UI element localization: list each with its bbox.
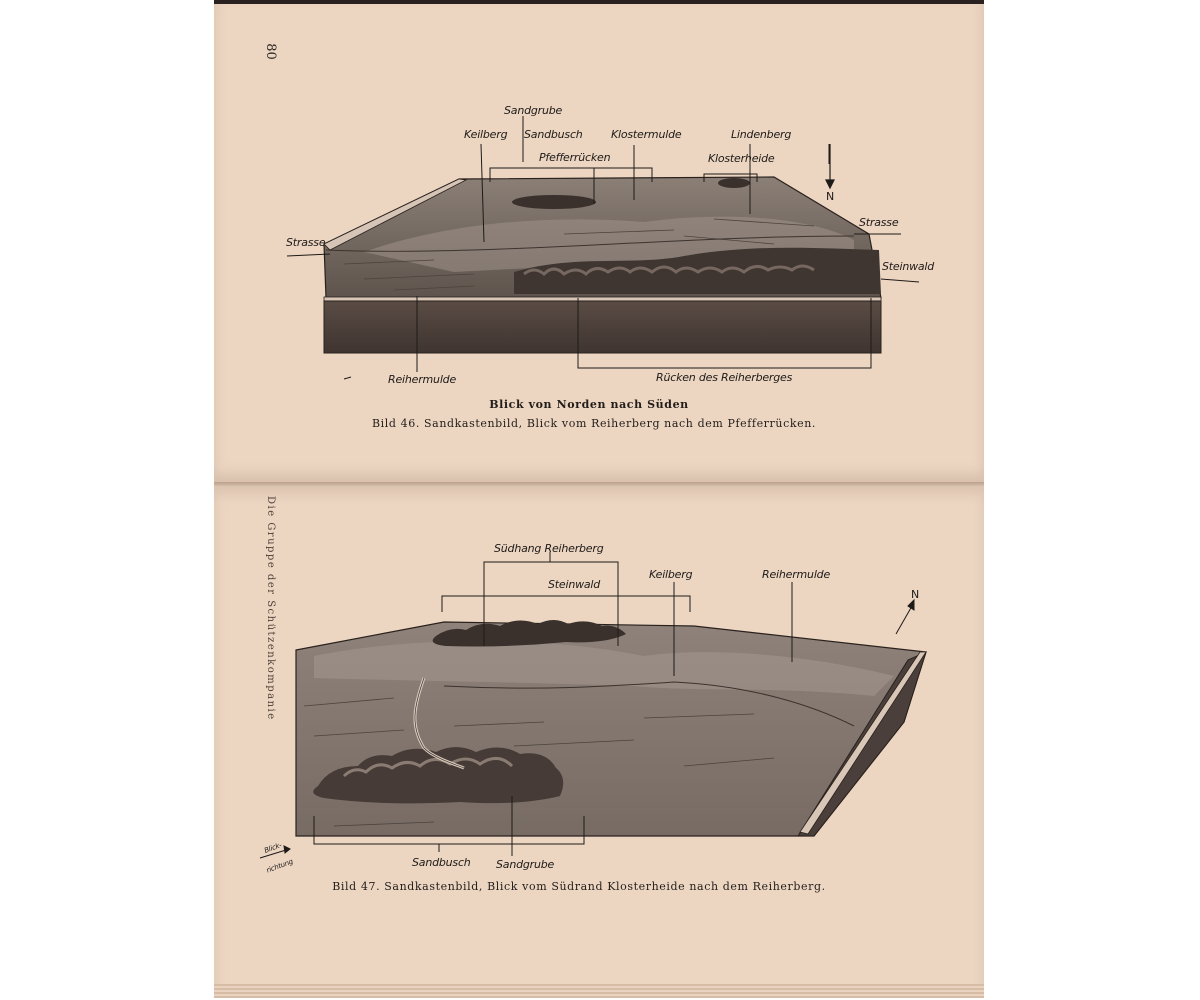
- running-head: Die Gruppe der Schützenkompanie: [265, 496, 276, 721]
- label-pfefferruecken: Pfefferrücken: [539, 151, 611, 164]
- label-keilberg: Keilberg: [649, 568, 693, 581]
- forest-sandbusch: [512, 195, 596, 209]
- sandtable-illustration-47: [214, 486, 984, 998]
- page-81: [214, 486, 984, 998]
- page-80: [214, 4, 984, 482]
- north-arrow: [896, 600, 914, 634]
- label-klostermulde: Klostermulde: [611, 128, 682, 141]
- label-keilberg: Keilberg: [464, 128, 508, 141]
- label-sandgrube: Sandgrube: [504, 104, 563, 117]
- label-lindenberg: Lindenberg: [731, 128, 792, 141]
- figure-caption-46: Bild 46. Sandkastenbild, Blick vom Reiherberg nach dem Pfefferrücken.: [372, 417, 816, 430]
- label-reihermulde: Reihermulde: [388, 373, 457, 386]
- label-strasse-right: Strasse: [859, 216, 899, 229]
- figure-caption-47: Bild 47. Sandkastenbild, Blick vom Südrand Klosterheide nach dem Reiherberg.: [332, 880, 826, 893]
- label-steinwald: Steinwald: [882, 260, 935, 273]
- forest-klosterheide: [718, 178, 750, 188]
- page-number: 80: [262, 43, 278, 60]
- label-blickrichtung-2: richtung: [265, 857, 295, 875]
- label-strasse-left: Strasse: [286, 236, 326, 249]
- sandtable-side: [324, 301, 881, 353]
- sandtable-front-edge: [324, 297, 881, 301]
- north-arrow: [826, 144, 834, 188]
- label-north: N: [911, 588, 920, 601]
- label-suedhang: Südhang Reiherberg: [494, 542, 604, 555]
- label-klosterheide: Klosterheide: [708, 152, 775, 165]
- label-sandgrube: Sandgrube: [496, 858, 555, 871]
- label-north: N: [826, 190, 835, 203]
- label-reihermulde: Reihermulde: [762, 568, 831, 581]
- label-sandbusch: Sandbusch: [412, 856, 471, 869]
- label-sandbusch: Sandbusch: [524, 128, 583, 141]
- label-ruecken: Rücken des Reiherberges: [656, 371, 793, 384]
- page-edges: [214, 984, 984, 998]
- label-blickrichtung-1: Blick-: [263, 841, 283, 855]
- label-steinwald: Steinwald: [548, 578, 601, 591]
- view-caption: Blick von Norden nach Süden: [489, 398, 689, 411]
